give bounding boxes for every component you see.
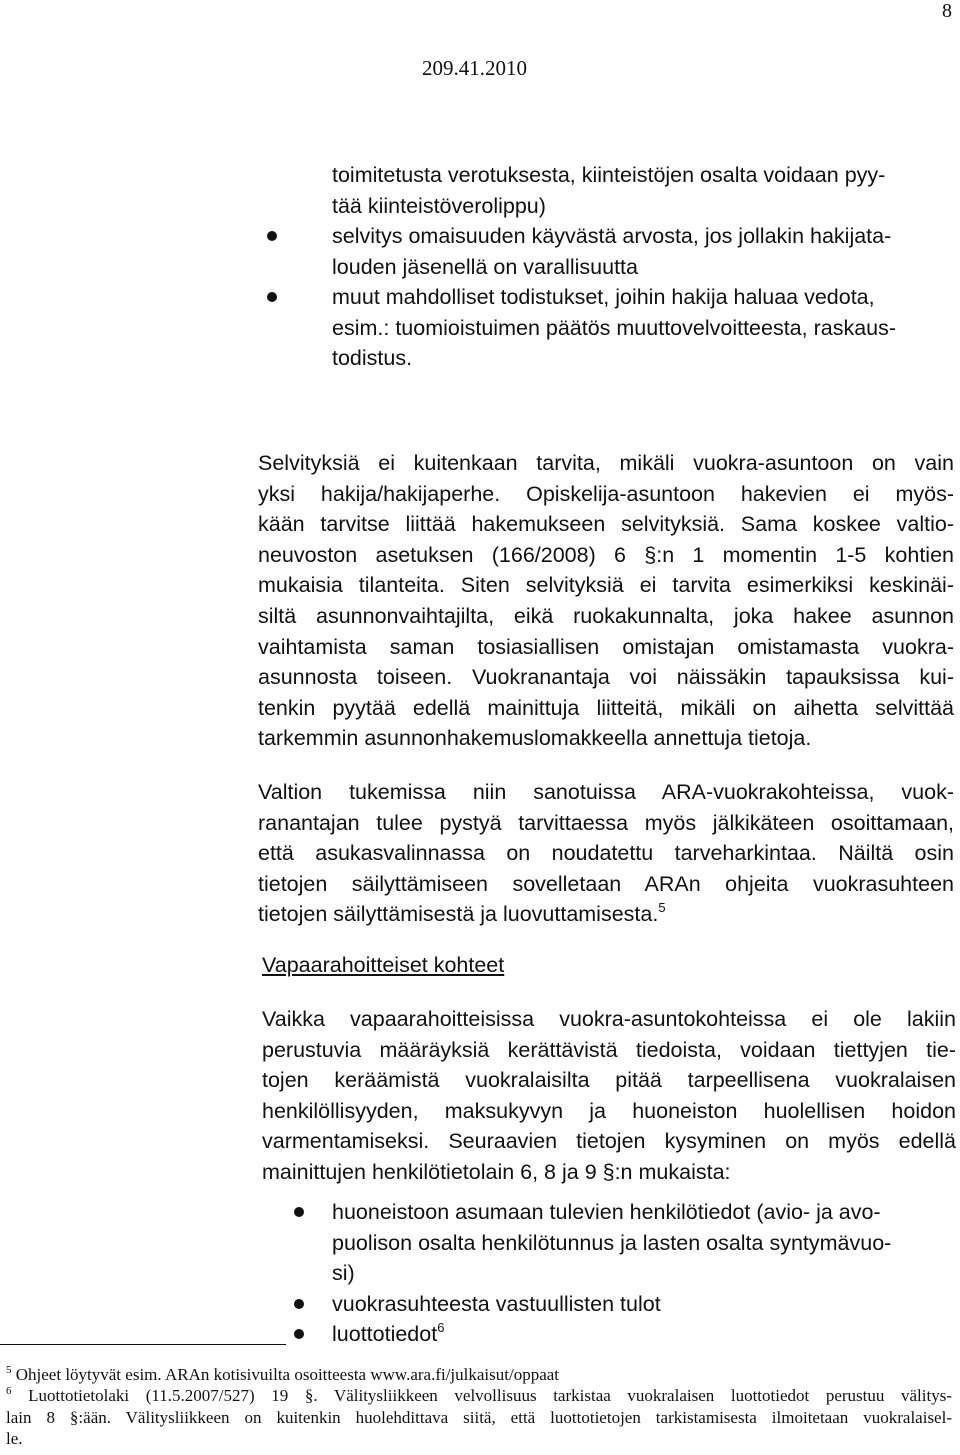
continuation-text bbox=[332, 160, 950, 221]
text-line-content: tietojen säilyttämisestä ja luovuttamisesta. bbox=[258, 902, 659, 927]
footnote-5 bbox=[6, 1364, 952, 1385]
footnote-divider bbox=[0, 1344, 286, 1345]
bullet-icon bbox=[267, 292, 277, 302]
text-line: vaihtamista saman tosiasiallisen omistajan omistamasta vuokra- bbox=[258, 634, 954, 659]
footnote-6 bbox=[6, 1385, 952, 1406]
text-line: huoneistoon asumaan tulevien henkilötiedot (avio- ja avo- bbox=[332, 1200, 881, 1224]
bullet-icon bbox=[267, 231, 277, 241]
list-item bbox=[262, 282, 960, 374]
required-documents-list bbox=[262, 221, 960, 374]
text-line bbox=[332, 1319, 960, 1350]
tenant-info-list bbox=[262, 1197, 960, 1350]
section-heading: Vapaarahoitteiset kohteet bbox=[262, 953, 505, 977]
text-line: Valtion tukemissa niin sanotuissa ARA-vuokrakohteissa, vuok- bbox=[258, 780, 954, 804]
text-line: selvitys omaisuuden käyvästä arvosta, jos jollakin hakijata- bbox=[332, 224, 892, 248]
paragraph-ara bbox=[258, 777, 954, 930]
text-line: tojen keräämistä vuokralaisilta pitää tarpeellisena vuokralaisen bbox=[262, 1068, 956, 1093]
text-line: neuvoston asetuksen (166/2008) 6 §:n 1 momentin 1-5 kohtien bbox=[258, 542, 954, 567]
bullet-icon bbox=[294, 1207, 304, 1217]
text-line: tietojen säilyttämiseen sovelletaan ARAn ohjeita vuokrasuhteen bbox=[258, 871, 954, 896]
page-number: 8 bbox=[942, 0, 952, 22]
text-line: toimitetusta verotuksesta, kiinteistöjen osalta voidaan pyy- bbox=[332, 163, 886, 187]
footnote-marker: 6 bbox=[6, 1385, 12, 1398]
list-item bbox=[262, 1319, 960, 1350]
paragraph-exceptions bbox=[258, 448, 954, 754]
text-line: louden jäsenellä on varallisuutta bbox=[332, 254, 638, 279]
text-line: todistus. bbox=[332, 346, 413, 371]
list-item bbox=[262, 1197, 960, 1289]
text-line bbox=[258, 899, 954, 930]
text-line: että asukasvalinnassa on noudatettu tarveharkintaa. Näiltä osin bbox=[258, 841, 954, 866]
footnotes bbox=[6, 1364, 952, 1450]
list-item bbox=[262, 1289, 960, 1320]
text-line: asunnosta toiseen. Vuokranantaja voi näissäkin tapauksissa kui- bbox=[258, 665, 954, 690]
text-line: vuokrasuhteesta vastuullisten tulot bbox=[332, 1291, 661, 1316]
text-line: si) bbox=[332, 1261, 355, 1286]
text-line: yksi hakija/hakijaperhe. Opiskelija-asuntoon hakevien ei myös- bbox=[258, 481, 954, 506]
list-item bbox=[262, 221, 960, 282]
text-line: varmentamiseksi. Seuraavien tietojen kysyminen on myös edellä bbox=[262, 1129, 956, 1154]
bullet-icon bbox=[294, 1329, 304, 1339]
text-line-content: luottotiedot bbox=[332, 1322, 438, 1347]
text-line: tarkemmin asunnonhakemuslomakkeella annettuja tietoja. bbox=[258, 726, 812, 751]
text-line: muut mahdolliset todistukset, joihin hakija haluaa vedota, bbox=[332, 285, 875, 310]
header-date: 209.41.2010 bbox=[422, 56, 527, 80]
text-line: Selvityksiä ei kuitenkaan tarvita, mikäli vuokra-asuntoon on vain bbox=[258, 451, 954, 475]
text-line: mainittujen henkilötietolain 6, 8 ja 9 §:n mukaista: bbox=[262, 1159, 731, 1184]
footnote-6-cont: lain 8 §:ään. Välitysliikkeen on kuitenkin huolehdittava siitä, että luottotietojen tarkistamisesta ilmoitetaan vuokralaisel- bbox=[6, 1407, 952, 1427]
text-line: tenkin pyytää edellä mainittuja liitteitä, mikäli on aihetta selvittää bbox=[258, 695, 954, 720]
footnote-text: Luottotietolaki (11.5.2007/527) 19 §. Välitysliikkeen velvollisuus tarkistaa vuokralaisen luottotiedot perustuu välitys- bbox=[11, 1386, 952, 1406]
text-line: perustuvia määräyksiä kerättävistä tiedoista, voidaan tiettyjen tie- bbox=[262, 1037, 956, 1062]
text-line: tää kiinteistöverolippu) bbox=[332, 193, 546, 218]
paragraph-free-market bbox=[262, 1004, 956, 1188]
footnote-marker: 5 bbox=[6, 1364, 12, 1376]
text-line: henkilöllisyyden, maksukyvyn ja huoneiston huolellisen hoidon bbox=[262, 1098, 956, 1123]
footnote-ref: 5 bbox=[658, 900, 666, 916]
footnote-ref: 6 bbox=[437, 1320, 445, 1336]
text-line: siltä asunnonvaihtajilta, eikä ruokakunnalta, joka hakee asunnon bbox=[258, 603, 954, 628]
bullet-icon bbox=[294, 1299, 304, 1309]
text-line: esim.: tuomioistuimen päätös muuttovelvoitteesta, raskaus- bbox=[332, 315, 897, 340]
footnote-text: Ohjeet löytyvät esim. ARAn kotisivuilta osoitteesta www.ara.fi/julkaisut/oppaat bbox=[11, 1365, 560, 1384]
text-line: Vaikka vapaarahoitteisissa vuokra-asuntokohteissa ei ole lakiin bbox=[262, 1007, 956, 1031]
text-line: mukaisia tilanteita. Siten selvityksiä ei tarvita esimerkiksi keskinäi- bbox=[258, 573, 954, 598]
text-line: puolison osalta henkilötunnus ja lasten osalta syntymävuo- bbox=[332, 1230, 892, 1255]
text-line: ranantajan tulee pystyä tarvittaessa myös jälkikäteen osoittamaan, bbox=[258, 810, 954, 835]
footnote-6-cont: le. bbox=[6, 1429, 23, 1449]
text-line: kään tarvitse liittää hakemukseen selvityksiä. Sama koskee valtio- bbox=[258, 512, 954, 537]
